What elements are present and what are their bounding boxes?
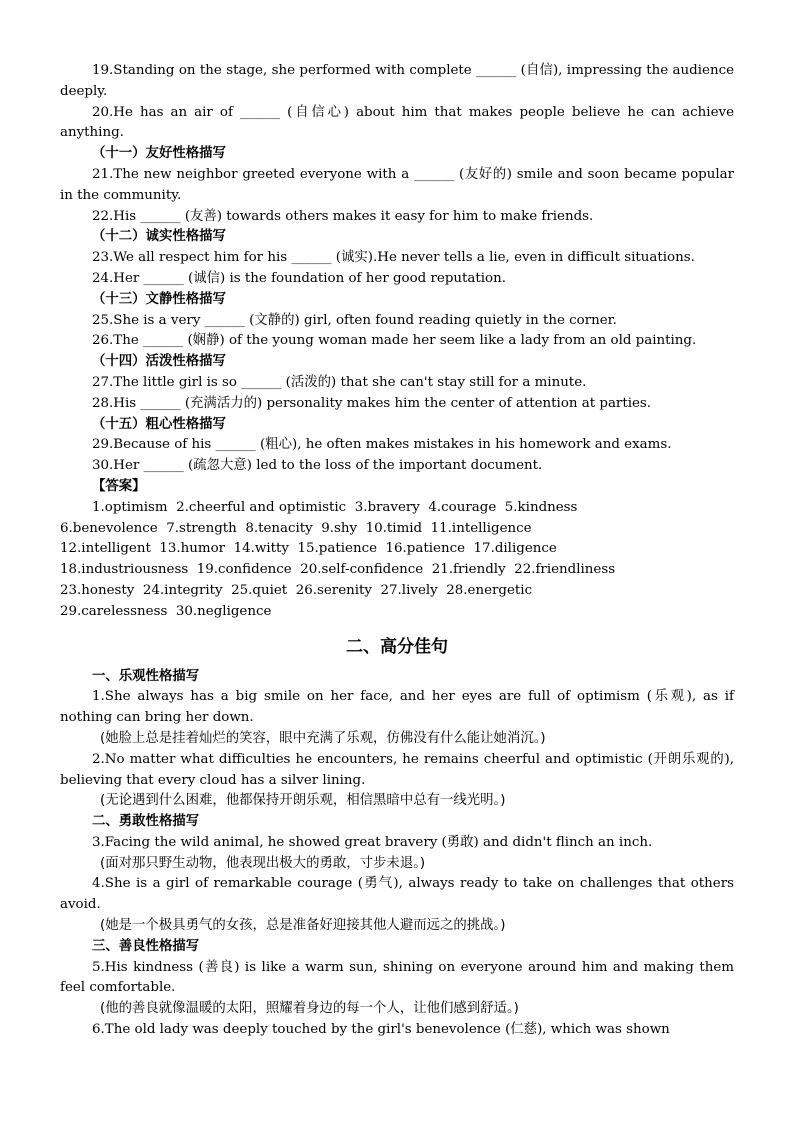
answer-item: 2.cheerful and optimistic <box>176 499 347 515</box>
answer-item: 11.intelligence <box>430 520 532 536</box>
answer-item: 25.quiet <box>231 582 288 598</box>
translation-line: (面对那只野生动物，他表现出极大的勇敢，寸步未退。) <box>100 855 426 871</box>
answer-item: 23.honesty <box>60 582 135 598</box>
answer-item: 17.diligence <box>473 541 557 557</box>
answer-item: 18.industriousness <box>60 562 189 578</box>
answer-item: 10.timid <box>365 520 423 536</box>
sentence-item: 2.No matter what difficulties he encounters, he remains cheerful and optimistic (开朗乐观的), believing that every cloud has a silver lining. <box>60 751 734 788</box>
subsection-heading: 三、善良性格描写 <box>92 938 200 954</box>
answer-item: 15.patience <box>297 541 377 557</box>
subsection-heading: （十五）粗心性格描写 <box>92 416 226 432</box>
answer-item: 16.patience <box>385 541 466 557</box>
answer-item: 28.energetic <box>446 582 533 598</box>
sentence-item: 26.The ______ (娴静) of the young woman made her seem like a lady from an old painting. <box>92 333 697 349</box>
answer-item: 1.optimism <box>92 499 168 515</box>
translation-line: (她脸上总是挂着灿烂的笑容，眼中充满了乐观，仿佛没有什么能让她消沉。) <box>100 730 546 746</box>
subsection-heading: 二、勇敢性格描写 <box>92 814 200 830</box>
subsection-heading: （十二）诚实性格描写 <box>92 229 226 245</box>
sentence-item: 27.The little girl is so ______ (活泼的) that she can't stay still for a minute. <box>92 374 587 390</box>
sentence-item: 29.Because of his ______ (粗心), he often makes mistakes in his homework and exams. <box>92 437 672 453</box>
exercise-list <box>60 61 734 477</box>
answer-item: 20.self-confidence <box>300 562 424 578</box>
answer-item: 14.witty <box>233 541 289 557</box>
sentence-item: 19.Standing on the stage, she performed with complete ______ (自信), impressing the audience deeply. <box>60 63 734 99</box>
sentence-item: 1.She always has a big smile on her face, and her eyes are full of optimism (乐观), as if nothing can bring her down. <box>60 689 734 726</box>
translation-line: (无论遇到什么困难，他都保持开朗乐观，相信黑暗中总有一线光明。) <box>100 793 506 809</box>
answer-item: 24.integrity <box>142 582 223 598</box>
sentence-item: 28.His ______ (充满活力的) personality makes him the center of attention at parties. <box>92 395 652 411</box>
answer-heading: 【答案】 <box>92 478 146 494</box>
answer-item: 5.kindness <box>504 499 578 515</box>
answer-row <box>60 519 734 540</box>
sentence-item: 22.His ______ (友善) towards others makes it easy for him to make friends. <box>92 208 594 224</box>
answer-item: 6.benevolence <box>60 520 158 536</box>
sentence-item: 30.Her ______ (疏忽大意) led to the loss of the important document. <box>92 458 543 474</box>
answer-row <box>60 539 734 560</box>
answer-item: 9.shy <box>321 520 358 536</box>
answer-item: 26.serenity <box>295 582 372 598</box>
sentence-item: 23.We all respect him for his ______ (诚实).He never tells a lie, even in difficult situations. <box>92 250 695 266</box>
sentence-item: 24.Her ______ (诚信) is the foundation of her good reputation. <box>92 270 506 286</box>
answer-item: 29.carelessness <box>60 603 168 619</box>
answer-item: 27.lively <box>380 582 438 598</box>
sentence-item: 5.His kindness (善良) is like a warm sun, shining on everyone around him and making them feel comfortable. <box>60 959 734 996</box>
answer-item: 22.friendliness <box>514 562 616 578</box>
answer-item: 4.courage <box>428 499 497 515</box>
subsection-heading: （十三）文静性格描写 <box>92 291 226 307</box>
answer-list <box>60 498 734 623</box>
answer-item: 19.confidence <box>196 562 292 578</box>
sentence-list <box>60 667 734 1041</box>
answer-row <box>60 602 734 623</box>
answer-item: 13.humor <box>159 541 226 557</box>
answer-row <box>60 498 734 519</box>
answer-item: 3.bravery <box>354 499 420 515</box>
sentence-item: 20.He has an air of ______ (自信心) about him that makes people believe he can achieve anything. <box>60 104 734 141</box>
sentence-item: 3.Facing the wild animal, he showed great bravery (勇敢) and didn't flinch an inch. <box>92 834 653 850</box>
answer-item: 8.tenacity <box>245 520 313 536</box>
sentence-item: 21.The new neighbor greeted everyone with a ______ (友好的) smile and soon became popular in the community. <box>60 166 734 203</box>
translation-line: (她是一个极具勇气的女孩，总是准备好迎接其他人避而远之的挑战。) <box>100 918 506 934</box>
sentence-item: 25.She is a very ______ (文静的) girl, often found reading quietly in the corner. <box>92 312 617 328</box>
translation-line: (他的善良就像温暖的太阳，照耀着身边的每一个人，让他们感到舒适。) <box>100 1001 519 1017</box>
document-page <box>60 61 734 1041</box>
answer-row <box>60 581 734 602</box>
sentence-item: 4.She is a girl of remarkable courage (勇气), always ready to take on challenges that others avoid. <box>60 876 734 913</box>
answer-item: 12.intelligent <box>60 541 151 557</box>
subsection-heading: （十四）活泼性格描写 <box>92 354 226 370</box>
section-title: 二、高分佳句 <box>346 636 448 657</box>
sentence-item: 6.The old lady was deeply touched by the girl's benevolence (仁慈), which was shown <box>92 1022 670 1038</box>
answer-item: 30.negligence <box>175 603 272 619</box>
answer-row <box>60 560 734 581</box>
subsection-heading: 一、乐观性格描写 <box>92 668 200 684</box>
answer-item: 7.strength <box>166 520 237 536</box>
answer-item: 21.friendly <box>431 562 506 578</box>
subsection-heading: （十一）友好性格描写 <box>92 146 226 162</box>
